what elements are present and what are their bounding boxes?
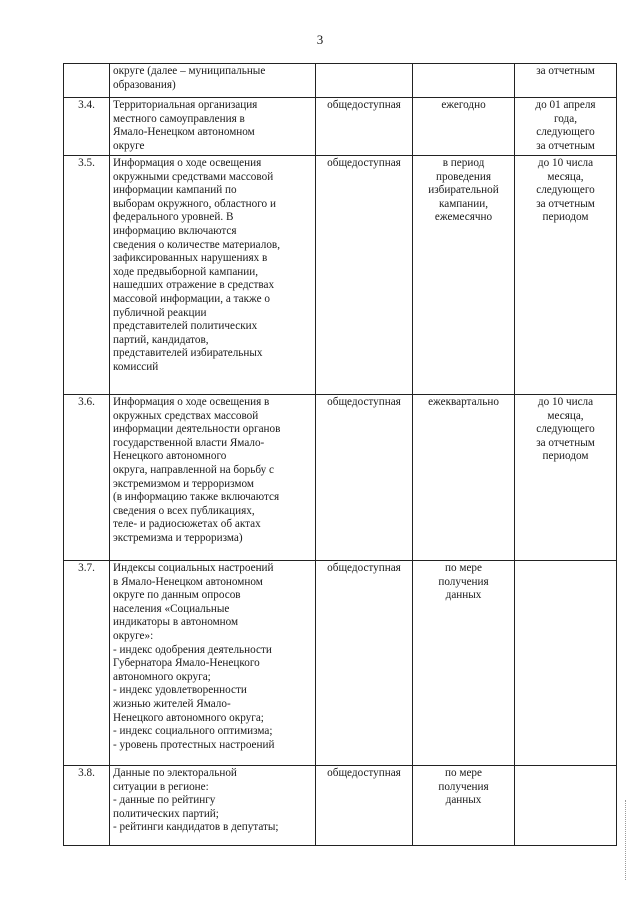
row-number-cell: 3.5. <box>64 156 110 395</box>
access-type-cell: общедоступная <box>316 766 413 846</box>
access-type-cell: общедоступная <box>316 395 413 561</box>
frequency-cell: по мере получения данных <box>413 561 515 766</box>
row-number-cell: 3.4. <box>64 98 110 156</box>
table-row <box>64 64 617 98</box>
row-number-cell <box>64 64 110 98</box>
row-number-cell: 3.6. <box>64 395 110 561</box>
frequency-cell: ежеквартально <box>413 395 515 561</box>
deadline-cell: до 10 числа месяца, следующего за отчетным периодом <box>515 156 617 395</box>
deadline-cell: до 01 апреля года, следующего за отчетным <box>515 98 617 156</box>
access-type-cell: общедоступная <box>316 156 413 395</box>
deadline-cell: до 10 числа месяца, следующего за отчетным периодом <box>515 395 617 561</box>
table-row <box>64 561 617 766</box>
table-row <box>64 395 617 561</box>
description-cell: Информация о ходе освещения в окружных средствах массовой информации деятельности органов государственной власти Ямало- Ненецкого автономного округа, направленной на борьбу с экстремизмом и терроризмом (в информацию также включаются сведения о всех публикациях, теле- и радиосюжетах об актах экстремизма и терроризма) <box>110 395 316 561</box>
scan-margin-marks <box>623 800 626 880</box>
page-number: 3 <box>316 32 324 47</box>
table-body <box>64 64 617 846</box>
description-cell: Данные по электоральной ситуации в регионе: - данные по рейтингу политических партий; - рейтинги кандидатов в депутаты; <box>110 766 316 846</box>
frequency-cell <box>413 64 515 98</box>
access-type-cell <box>316 64 413 98</box>
description-cell: Индексы социальных настроений в Ямало-Ненецком автономном округе по данным опросов населения «Социальные индикаторы в автономном округе»: - индекс одобрения деятельности Губернатора Ямало-Ненецкого автономного округа; - индекс удовлетворенности жизнью жителей Ямало- Ненецкого автономного округа; - индекс социального оптимизма; - уровень протестных настроений <box>110 561 316 766</box>
frequency-cell: по мере получения данных <box>413 766 515 846</box>
deadline-cell <box>515 561 617 766</box>
deadline-cell <box>515 766 617 846</box>
access-type-cell: общедоступная <box>316 98 413 156</box>
frequency-cell: в период проведения избирательной кампании, ежемесячно <box>413 156 515 395</box>
table-row <box>64 98 617 156</box>
frequency-cell: ежегодно <box>413 98 515 156</box>
description-cell: округе (далее – муниципальные образования) <box>110 64 316 98</box>
description-cell: Территориальная организация местного самоуправления в Ямало-Ненецком автономном округе <box>110 98 316 156</box>
row-number-cell: 3.7. <box>64 561 110 766</box>
document-table <box>63 63 617 846</box>
table-row <box>64 156 617 395</box>
description-cell: Информация о ходе освещения окружными средствами массовой информации кампаний по выборам окружного, областного и федерального уровней. В информацию включаются сведения о количестве материалов, зафиксированных нарушениях в ходе предвыборной кампании, нашедших отражение в средствах массовой информации, а также о публичной реакции представителей политических партий, кандидатов, представителей избирательных комиссий <box>110 156 316 395</box>
table-row <box>64 766 617 846</box>
row-number-cell: 3.8. <box>64 766 110 846</box>
deadline-cell: за отчетным <box>515 64 617 98</box>
access-type-cell: общедоступная <box>316 561 413 766</box>
